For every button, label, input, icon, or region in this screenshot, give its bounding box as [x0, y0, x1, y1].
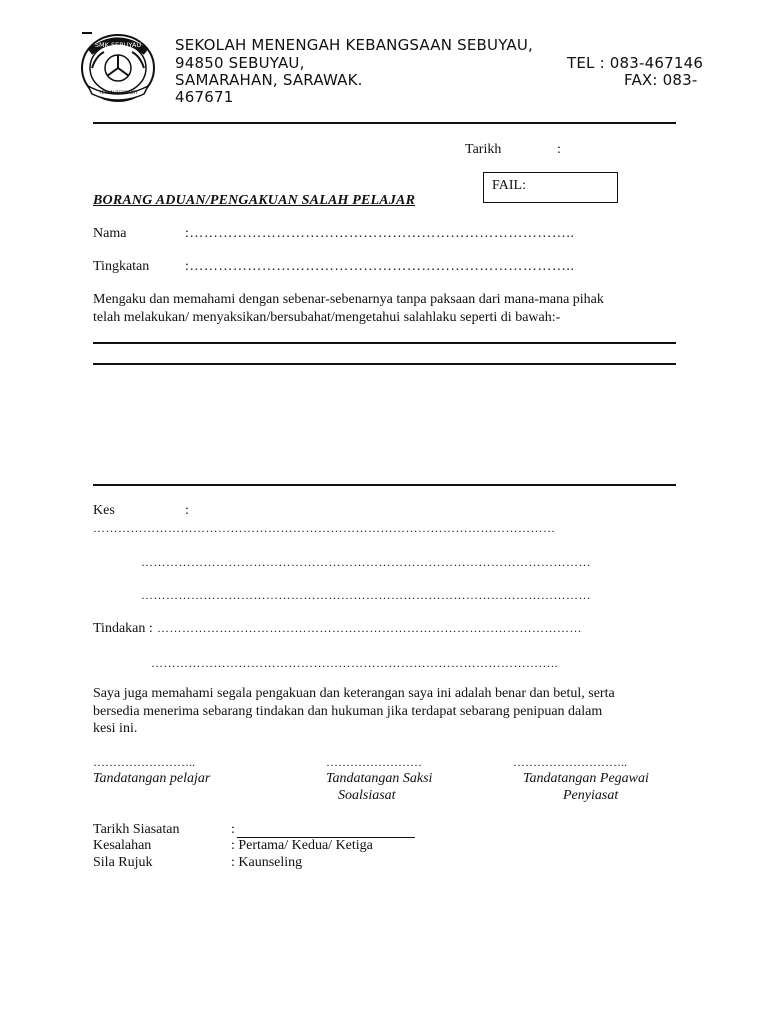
- fail-label: FAIL:: [492, 178, 526, 193]
- form-title: BORANG ADUAN/PENGAKUAN SALAH PELAJAR: [93, 193, 416, 208]
- answer-line[interactable]: [93, 484, 676, 486]
- tindakan-field[interactable]: …………………………………………………………………………………………: [157, 621, 582, 635]
- signature-student-line[interactable]: ……………………..: [93, 755, 195, 769]
- fail-box: [483, 172, 618, 203]
- tingkatan-label: Tingkatan: [93, 259, 150, 274]
- school-name-line: SEKOLAH MENENGAH KEBANGSAAN SEBUYAU,: [175, 36, 534, 54]
- tindakan-field[interactable]: ……………………………………………………………………………………..: [151, 656, 558, 670]
- kes-colon: :: [185, 503, 189, 518]
- answer-line[interactable]: [93, 363, 676, 365]
- kes-field[interactable]: ………………………………………………………………………………………………: [141, 588, 591, 602]
- answer-line[interactable]: [93, 342, 676, 344]
- signature-officer-label: Penyiasat: [563, 788, 619, 803]
- declaration-line: Saya juga memahami segala pengakuan dan keterangan saya ini adalah benar dan betul, serta: [93, 686, 615, 701]
- statement-line: telah melakukan/ menyaksikan/bersubahat/mengetahui salahlaku seperti di bawah:-: [93, 310, 561, 325]
- kes-label: Kes: [93, 503, 115, 518]
- school-address-line: 94850 SEBUYAU,: [175, 54, 305, 72]
- fax-continued: 467671: [175, 88, 234, 106]
- kes-field[interactable]: …………………………………………………………………………………………………: [93, 521, 556, 535]
- signature-witness-label: Tandatangan Saksi: [326, 771, 433, 786]
- declaration-line: bersedia menerima sebarang tindakan dan hukuman jika terdapat sebarang penipuan dalam: [93, 704, 603, 719]
- kes-field[interactable]: ………………………………………………………………………………………………: [141, 555, 591, 569]
- logo-ribbon-text: TEKUN BERBAKTI: [98, 91, 138, 96]
- school-logo: [78, 30, 158, 104]
- nama-field[interactable]: :……………………………………………………………………..: [185, 226, 575, 241]
- header-divider: [93, 122, 676, 124]
- logo-top-text: SMK SEBUYAU: [94, 41, 142, 49]
- signature-witness-line[interactable]: ……………………: [326, 755, 422, 769]
- sila-rujuk-label: Sila Rujuk: [93, 855, 153, 870]
- signature-officer-label: Tandatangan Pegawai: [523, 771, 649, 786]
- kesalahan-value: : Pertama/ Kedua/ Ketiga: [231, 838, 373, 853]
- signature-student-label: Tandatangan pelajar: [93, 771, 211, 786]
- fax-number: FAX: 083-: [624, 71, 698, 89]
- tindakan-label: Tindakan :: [93, 621, 153, 636]
- nama-label: Nama: [93, 226, 127, 241]
- sila-rujuk-value: : Kaunseling: [231, 855, 303, 870]
- tarikh-siasatan-label: Tarikh Siasatan: [93, 822, 180, 837]
- kesalahan-label: Kesalahan: [93, 838, 152, 853]
- tingkatan-field[interactable]: :……………………………………………………………………..: [185, 259, 575, 274]
- tarikh-siasatan-colon: :: [231, 822, 235, 837]
- school-state-line: SAMARAHAN, SARAWAK.: [175, 71, 363, 89]
- statement-line: Mengaku dan memahami dengan sebenar-sebenarnya tanpa paksaan dari mana-mana pihak: [93, 292, 604, 307]
- telephone-number: TEL : 083-467146: [567, 54, 704, 72]
- signature-witness-label: Soalsiasat: [338, 788, 396, 803]
- tarikh-label: Tarikh: [465, 142, 502, 157]
- signature-officer-line[interactable]: ………………………..: [513, 755, 627, 769]
- tarikh-colon: :: [557, 142, 561, 157]
- declaration-line: kesi ini.: [93, 721, 138, 736]
